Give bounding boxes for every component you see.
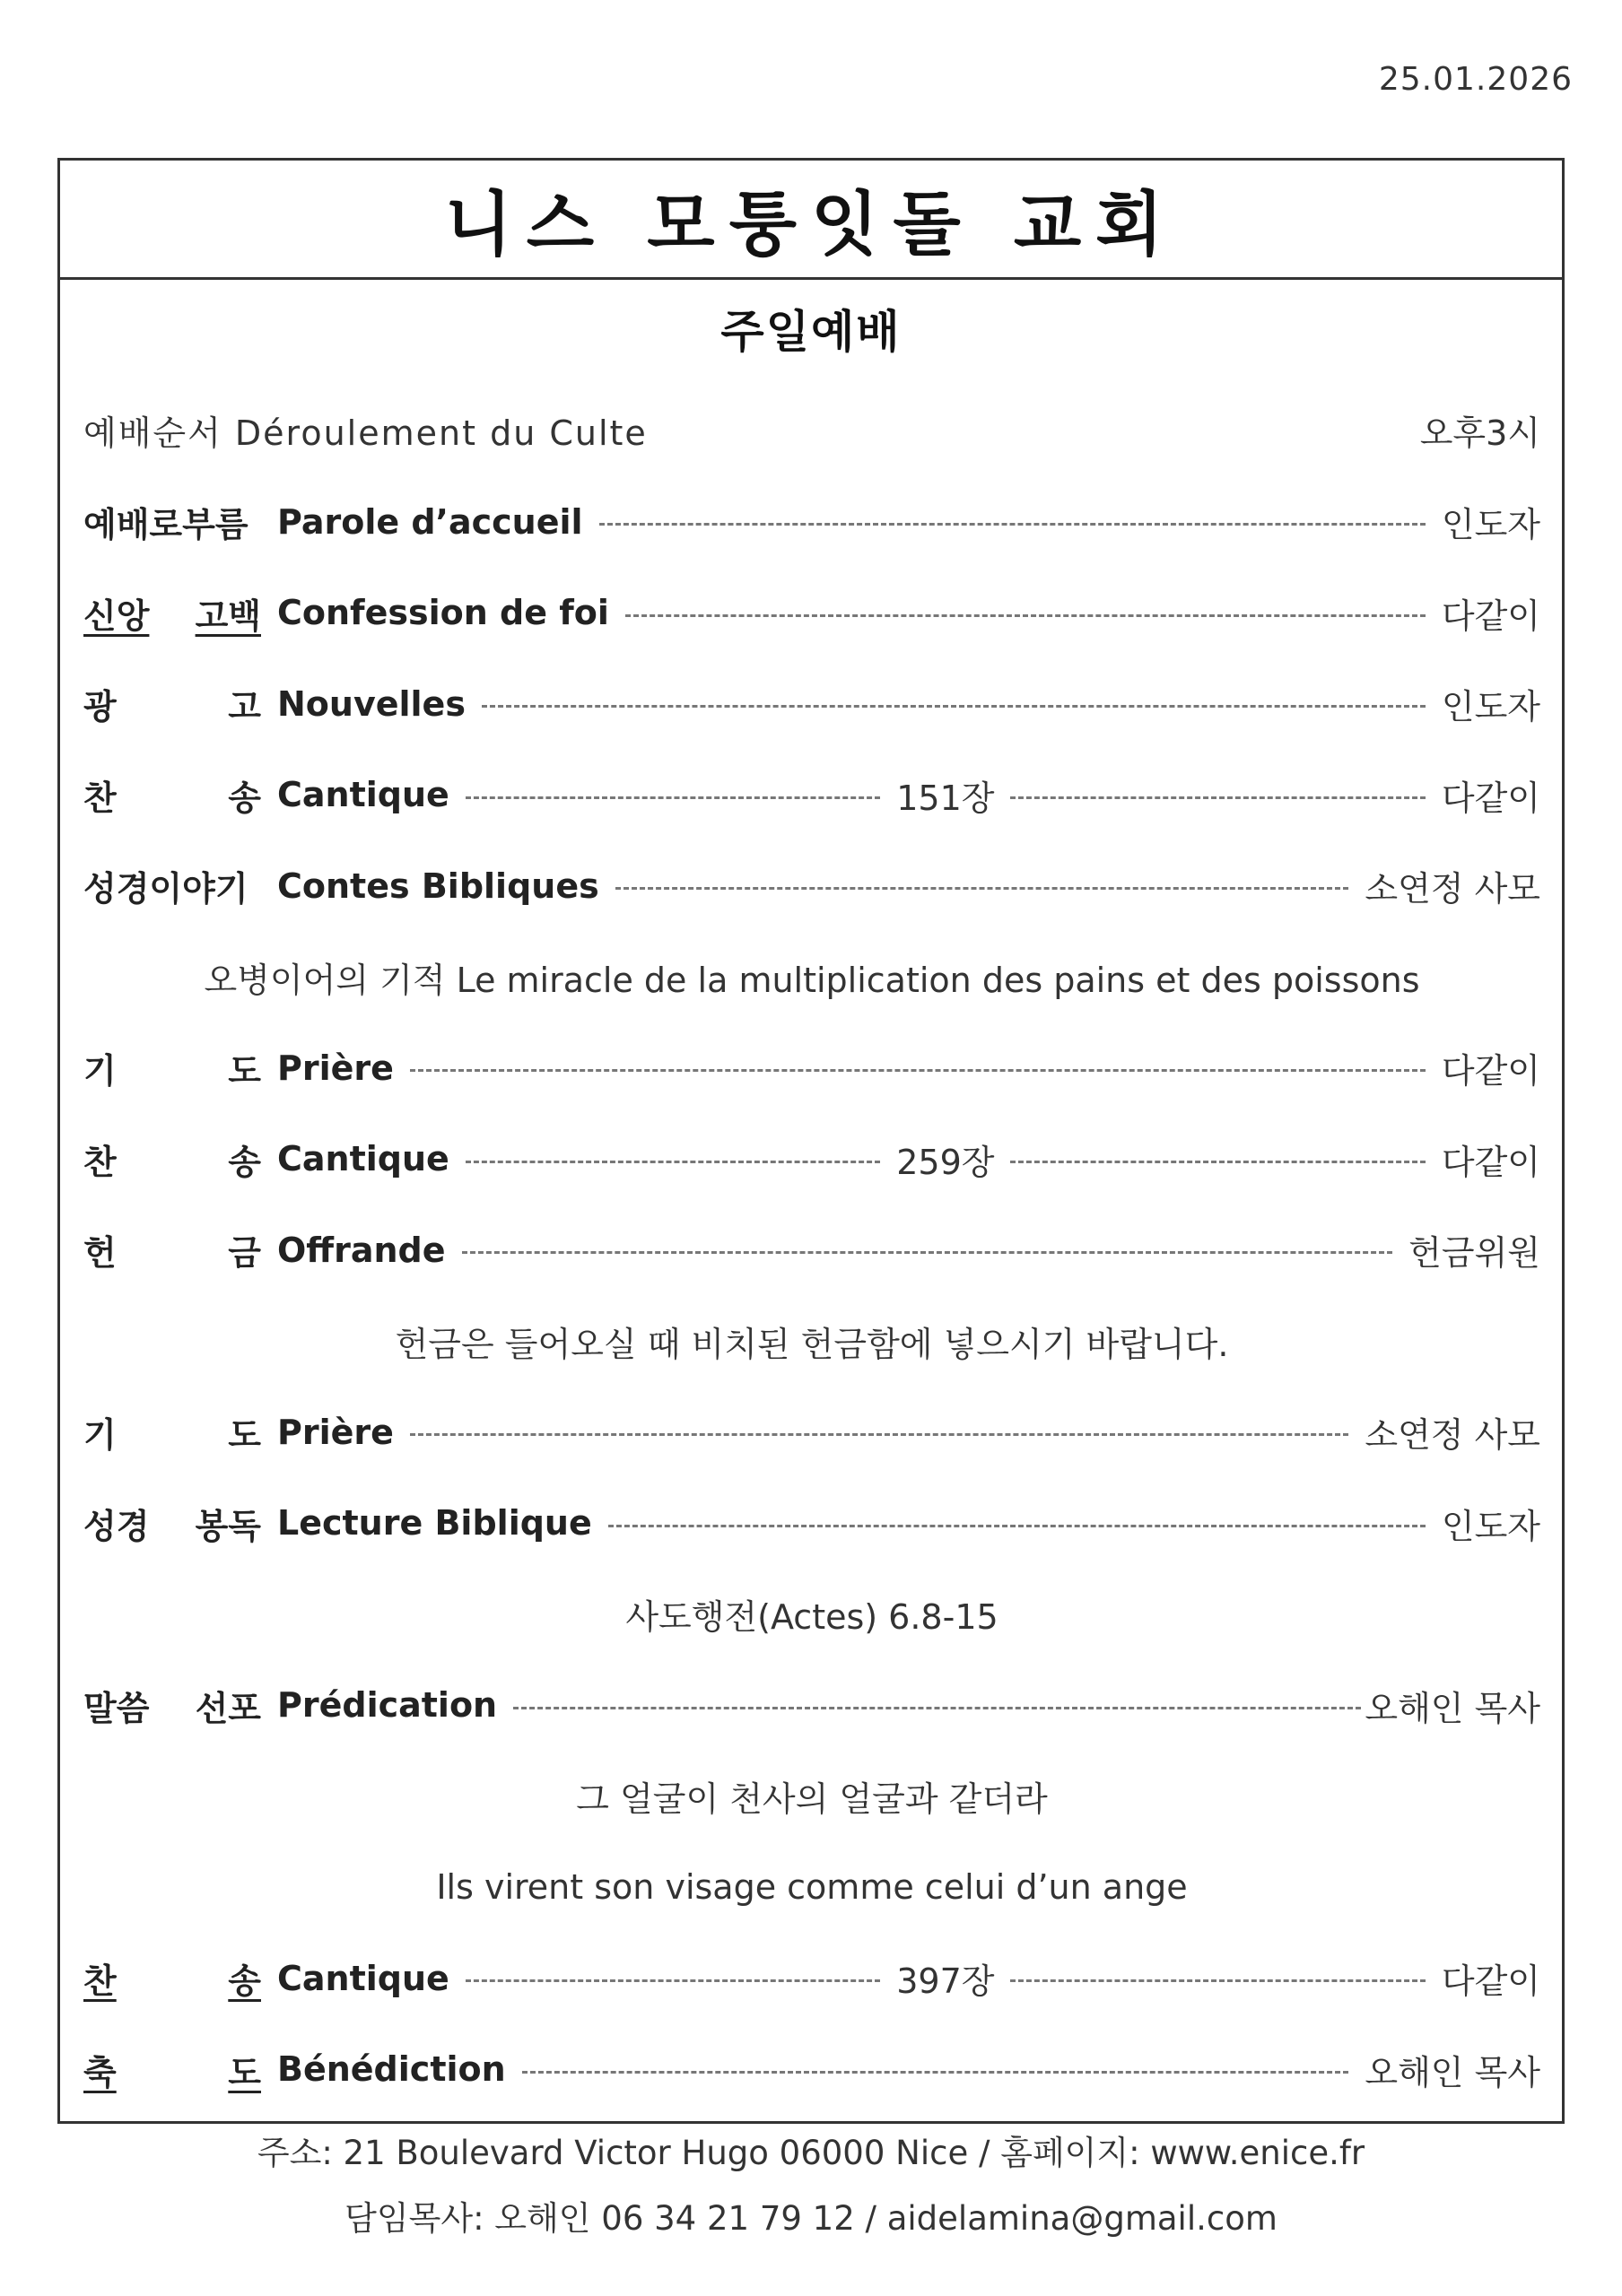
- item-korean-label: 축 도: [83, 2052, 261, 2092]
- order-header-label: 예배순서 Déroulement du Culte: [83, 413, 648, 453]
- item-french-label: Confession de foi: [277, 593, 609, 633]
- item-french-label: Prédication: [277, 1685, 498, 1726]
- item-leader: 다같이: [1441, 1142, 1540, 1182]
- order-item: [83, 750, 1540, 841]
- item-korean-label: 광 고: [83, 687, 261, 727]
- service-title: 주일예배: [720, 306, 902, 358]
- item-french-label: Cantique: [277, 1958, 449, 1998]
- dotted-leader: [1010, 1979, 1425, 1982]
- item-korean-label: 헌 금: [83, 1233, 261, 1274]
- item-leader: 다같이: [1441, 778, 1540, 818]
- item-korean-label: 찬 송: [83, 1961, 261, 2002]
- item-french-label: Parole d’accueil: [277, 501, 583, 542]
- order-item: [83, 2024, 1540, 2116]
- footer-address: 주소: 21 Boulevard Victor Hugo 06000 Nice / 홈페이지: www.enice.fr: [257, 2134, 1365, 2172]
- dotted-leader: [522, 2071, 1349, 2074]
- order-item: [83, 1387, 1540, 1478]
- item-leader: 소연정 사모: [1365, 1415, 1540, 1456]
- dotted-leader: [608, 1525, 1426, 1527]
- item-leader: 오해인 목사: [1365, 1688, 1540, 1728]
- order-note: 헌금은 들어오실 때 비치된 헌금함에 넣으시기 바랍니다.: [395, 1324, 1229, 1364]
- church-name: 니스 모퉁잇돌 교회: [444, 185, 1178, 265]
- bulletin-frame: [57, 158, 1565, 2124]
- bulletin-date: 25.01.2026: [1378, 61, 1573, 98]
- hymn-number: 397장: [896, 1961, 995, 2002]
- order-item: [83, 1478, 1540, 1570]
- dotted-leader: [410, 1433, 1348, 1436]
- dotted-leader: [513, 1707, 1361, 1709]
- order-item: [83, 1660, 1540, 1752]
- dotted-leader: [599, 523, 1426, 526]
- item-leader: 오해인 목사: [1365, 2052, 1540, 2092]
- dotted-leader: [466, 1979, 880, 1982]
- order-header: [83, 405, 1540, 455]
- item-french-label: Prière: [277, 1412, 394, 1452]
- dotted-leader: [466, 1161, 880, 1163]
- order-item: [83, 840, 1540, 932]
- item-korean-label: 찬 송: [83, 778, 261, 818]
- item-leader: 인도자: [1441, 687, 1540, 727]
- dotted-leader: [615, 887, 1349, 890]
- title-bar: [60, 161, 1562, 280]
- item-leader: 다같이: [1441, 1961, 1540, 2002]
- dotted-leader: [466, 796, 880, 799]
- dotted-leader: [482, 705, 1426, 708]
- order-item: [83, 568, 1540, 659]
- hymn-number: 259장: [896, 1142, 995, 1182]
- item-french-label: Cantique: [277, 775, 449, 815]
- item-leader: 다같이: [1441, 1051, 1540, 1091]
- service-time: 오후3시: [1419, 413, 1540, 453]
- item-french-label: Nouvelles: [277, 683, 466, 724]
- dotted-leader: [625, 614, 1426, 617]
- order-item: [83, 1933, 1540, 2024]
- item-french-label: Bénédiction: [277, 2049, 506, 2090]
- item-korean-label: 예배로부름: [83, 505, 249, 545]
- order-item: [83, 658, 1540, 750]
- item-korean-label: 성경이야기: [83, 869, 249, 909]
- item-korean-label: 기 도: [83, 1051, 261, 1091]
- item-korean-label: 성경 봉독: [83, 1506, 261, 1546]
- item-korean-label: 말씀 선포: [83, 1688, 261, 1728]
- item-leader: 헌금위원: [1408, 1233, 1540, 1274]
- order-item: [83, 1114, 1540, 1205]
- item-leader: 다같이: [1441, 596, 1540, 636]
- item-korean-label: 찬 송: [83, 1142, 261, 1182]
- item-french-label: Lecture Biblique: [277, 1503, 592, 1544]
- order-note: 사도행전(Actes) 6.8-15: [625, 1597, 998, 1638]
- item-french-label: Cantique: [277, 1139, 449, 1179]
- dotted-leader: [462, 1251, 1393, 1254]
- item-leader: 소연정 사모: [1365, 869, 1540, 909]
- item-korean-label: 기 도: [83, 1415, 261, 1456]
- dotted-leader: [410, 1069, 1426, 1072]
- order-of-service: [83, 476, 1540, 2115]
- order-note: Ils virent son visage comme celui d’un ange: [436, 1867, 1188, 1908]
- footer-pastor-contact: 담임목사: 오해인 06 34 21 79 12 / aidelamina@gmail.com: [344, 2199, 1278, 2238]
- order-item: [83, 1022, 1540, 1114]
- order-note: 오병이어의 기적 Le miracle de la multiplication des pains et des poissons: [204, 960, 1420, 1000]
- dotted-leader: [1010, 796, 1425, 799]
- item-french-label: Contes Bibliques: [277, 865, 599, 906]
- hymn-number: 151장: [896, 778, 995, 818]
- order-item: [83, 476, 1540, 568]
- item-french-label: Offrande: [277, 1230, 446, 1270]
- item-leader: 인도자: [1441, 505, 1540, 545]
- order-item: [83, 1205, 1540, 1296]
- item-leader: 인도자: [1441, 1506, 1540, 1546]
- item-korean-label: 신앙 고백: [83, 596, 261, 636]
- order-note: 그 얼굴이 천사의 얼굴과 같더라: [576, 1779, 1048, 1820]
- dotted-leader: [1010, 1161, 1425, 1163]
- item-french-label: Prière: [277, 1048, 394, 1088]
